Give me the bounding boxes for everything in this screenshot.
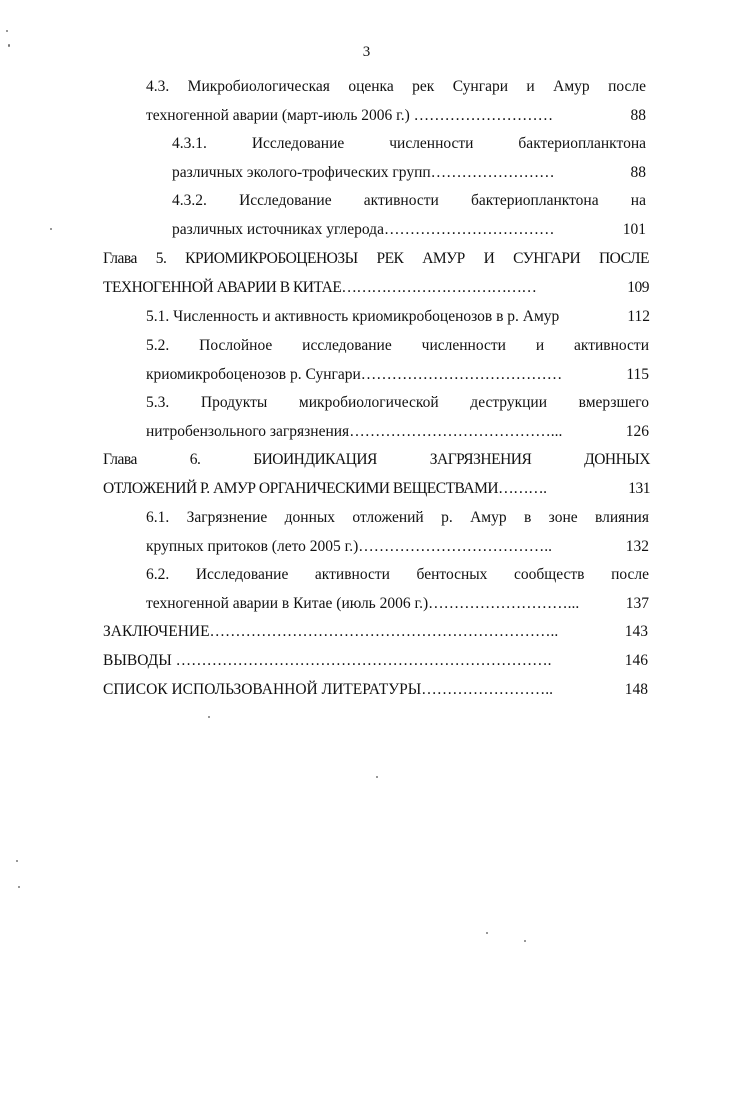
toc-page-number: 148 <box>624 681 648 698</box>
toc-entry-title-cont: крупных притоков (лето 2005 г.)……………………………….. <box>146 538 553 555</box>
scan-speck <box>486 932 488 934</box>
toc-entry-4-3-2 <box>172 192 646 239</box>
scan-speck <box>8 44 10 47</box>
toc-entry-5-2 <box>146 337 649 384</box>
toc-page-number: 137 <box>625 595 649 612</box>
toc-page-number: 146 <box>624 652 648 669</box>
scan-speck <box>524 940 526 942</box>
toc-entry-title: Глава 5. КРИОМИКРОБОЦЕНОЗЫ РЕК АМУР И СУНГАРИ ПОСЛЕ <box>103 250 649 267</box>
toc-entry-title-cont: криомикробоценозов р. Сунгари………………………………… <box>146 366 563 383</box>
toc-entry-findings <box>103 652 648 670</box>
toc-entry-title: 6.1. Загрязнение донных отложений р. Амур в зоне влияния <box>146 509 649 526</box>
toc-entry-title: 4.3. Микробиологическая оценка рек Сунгари и Амур после <box>146 78 646 95</box>
toc-entry-5-3 <box>146 394 649 441</box>
scan-speck <box>18 886 20 888</box>
toc-entry-title: Глава 6. БИОИНДИКАЦИЯ ЗАГРЯЗНЕНИЯ ДОННЫХ <box>103 451 650 468</box>
toc-entry-title: ЗАКЛЮЧЕНИЕ………………………………………………………….. <box>103 623 559 640</box>
toc-page-number: 143 <box>624 623 648 640</box>
toc-page-number: 88 <box>630 107 646 124</box>
toc-entry-4-3-1 <box>172 135 646 182</box>
toc-entry-title: 5.2. Послойное исследование численности и активности <box>146 337 649 354</box>
toc-entry-title: СПИСОК ИСПОЛЬЗОВАННОЙ ЛИТЕРАТУРЫ…………………….. <box>103 681 554 698</box>
toc-entry-6-2 <box>146 566 649 613</box>
toc-entry-title-cont: ОТЛОЖЕНИЙ Р. АМУР ОРГАНИЧЕСКИМИ ВЕЩЕСТВАМИ………. <box>103 480 547 497</box>
toc-entry-title: ВЫВОДЫ ………………………………………………………………. <box>103 652 552 669</box>
page-number: 3 <box>362 44 371 60</box>
toc-page-number: 109 <box>627 279 649 296</box>
scan-speck <box>50 228 52 230</box>
scan-speck <box>16 860 18 862</box>
toc-page-number: 126 <box>625 423 649 440</box>
toc-page-number: 132 <box>625 538 649 555</box>
toc-entry-4-3 <box>146 78 646 125</box>
toc-page-number: 101 <box>622 221 646 238</box>
scan-speck <box>208 716 210 718</box>
scan-speck <box>6 30 8 32</box>
toc-entry-title: 4.3.2. Исследование активности бактериопланктона на <box>172 192 646 209</box>
toc-entry-6-1 <box>146 509 649 556</box>
toc-entry-5-1 <box>146 308 650 326</box>
toc-entry-title-cont: техногенной аварии в Китае (июль 2006 г.)………………………... <box>146 595 580 612</box>
toc-page-number: 112 <box>627 308 650 325</box>
scan-speck <box>376 776 378 778</box>
toc-entry-title: 4.3.1. Исследование численности бактериопланктона <box>172 135 646 152</box>
toc-entry-chapter-5 <box>103 250 649 297</box>
toc-entry-conclusion <box>103 623 648 641</box>
toc-page-number: 131 <box>628 480 650 497</box>
toc-entry-title-cont: нитробензольного загрязнения…………………………………... <box>146 423 563 440</box>
toc-entry-title-cont: техногенной аварии (март-июль 2006 г.) ……………………… <box>146 107 554 124</box>
toc-entry-title-cont: различных эколого-трофических групп…………………… <box>172 164 555 181</box>
toc-entry-references <box>103 681 648 699</box>
toc-entry-title-cont: различных источниках углерода…………………………… <box>172 221 555 238</box>
toc-page-number: 88 <box>630 164 646 181</box>
toc-entry-title: 6.2. Исследование активности бентосных сообществ после <box>146 566 649 583</box>
toc-page-number: 115 <box>626 366 649 383</box>
toc-entry-title: 5.3. Продукты микробиологической деструкции вмерзшего <box>146 394 649 411</box>
toc-entry-title-cont: ТЕХНОГЕННОЙ АВАРИИ В КИТАЕ………………………………… <box>103 279 537 296</box>
toc-entry-title: 5.1. Численность и активность криомикробоценозов в р. Амур <box>146 308 560 325</box>
toc-entry-chapter-6 <box>103 451 650 498</box>
